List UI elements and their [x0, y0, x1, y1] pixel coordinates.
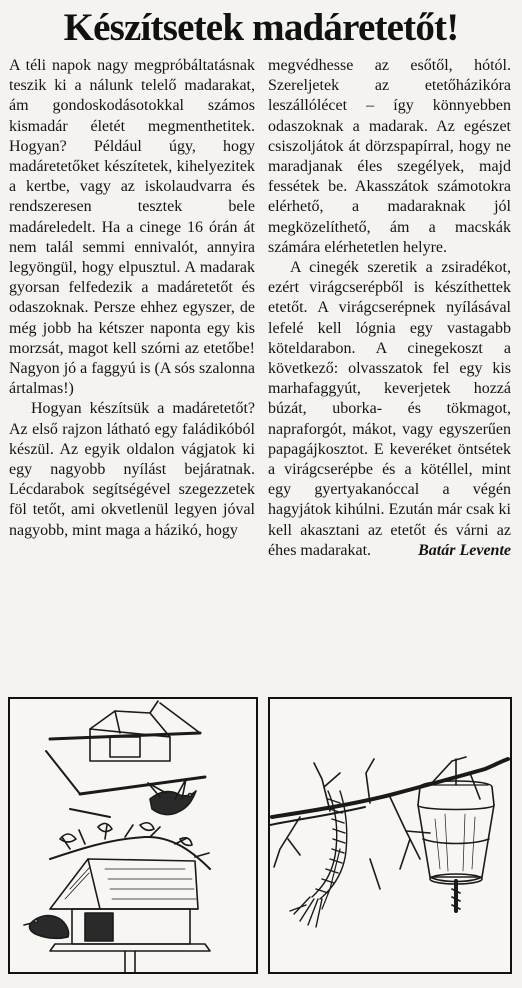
paragraph-roof-continued: megvédhesse az esőtől, hótól. Szereljetek az etetőházikóra leszállólécet – így könnyebben odaszoknak a madarak. Az egészet csiszoljátok át dörzspapírral, hogy ne maradjanak éles szegélyek, majd fessétek be. Akasszátok számotokra elérhető, a madaraknak jól megközelíthető, ám a macskák számára elérhetetlen helyre.: [268, 57, 511, 256]
paragraph-intro: A téli napok nagy megpróbáltatásnak teszik ki a nálunk telelő madarakat, ám gondoskodásotokkal számos kismadár életét megmenthetitek. Hogyan? Például úgy, hogy madáretetőket készítetek, kihelyezitek a kertbe, vagy az iskolaudvarra és rendszeresen tesztek bele madáreledelt. Ha a cinege 16 órán át nem talál semmi ennivalót, annyira legyöngül, hogy elpusztul. A madarak gyorsan felfedezik a madáretetőt és odaszoknak. Persze ehhez egyszer, de még jobb ha kétszer naponta egy kis morzsát, magot kell szórni az etetőbe! Nagyon jó a faggyú is (A sós szalonna ártalmas!): [9, 57, 255, 398]
article-title: Készítsetek madáretetőt!: [63, 6, 459, 49]
flowerpot-feeder-drawing: [270, 699, 510, 972]
paragraph-flowerpot-feeder: A cinegék szeretik a zsiradékot, ezért virágcserépből is készíthettek etetőt. A virágcserépnek nyílásával lefelé kell lógnia egy vastagabb köteldarabon. A cinegekoszt a következő: olvasszatok fel egy kis marhafaggyút, keverjetek hozzá búzát, uborka- és tökmagot, napraforgót, mákot, vagy egyszerűen papagájkosztot. E keveréket öntsétek a virágcserépbe és a kötéllel, mint egy gyertyakanóccal a végén hagyjátok kihúlni. Ezután már csak ki kell akasztani az etetőt és várni az éhes madarakat.: [268, 259, 511, 559]
birdhouse-feeder-drawing: [10, 699, 256, 972]
flowerpot-illustration: [268, 697, 512, 974]
author-signature: Batár Levente: [418, 541, 511, 559]
birdhouse-illustration: [8, 697, 258, 974]
paragraph-how-to-build: Hogyan készítsük a madáretetőt? Az első rajzon látható egy faládikóból készül. Az egyik oldalon vágjatok ki egy nagyobb nyílást bejáratnak. Lécdarabok segítségével szegezzetek föl tetőt, ami okvetlenül legyen jóval nagyobb, mint maga a házikó, hogy: [9, 400, 255, 539]
article-column-right: [268, 56, 511, 561]
article-column-left: [9, 56, 255, 541]
